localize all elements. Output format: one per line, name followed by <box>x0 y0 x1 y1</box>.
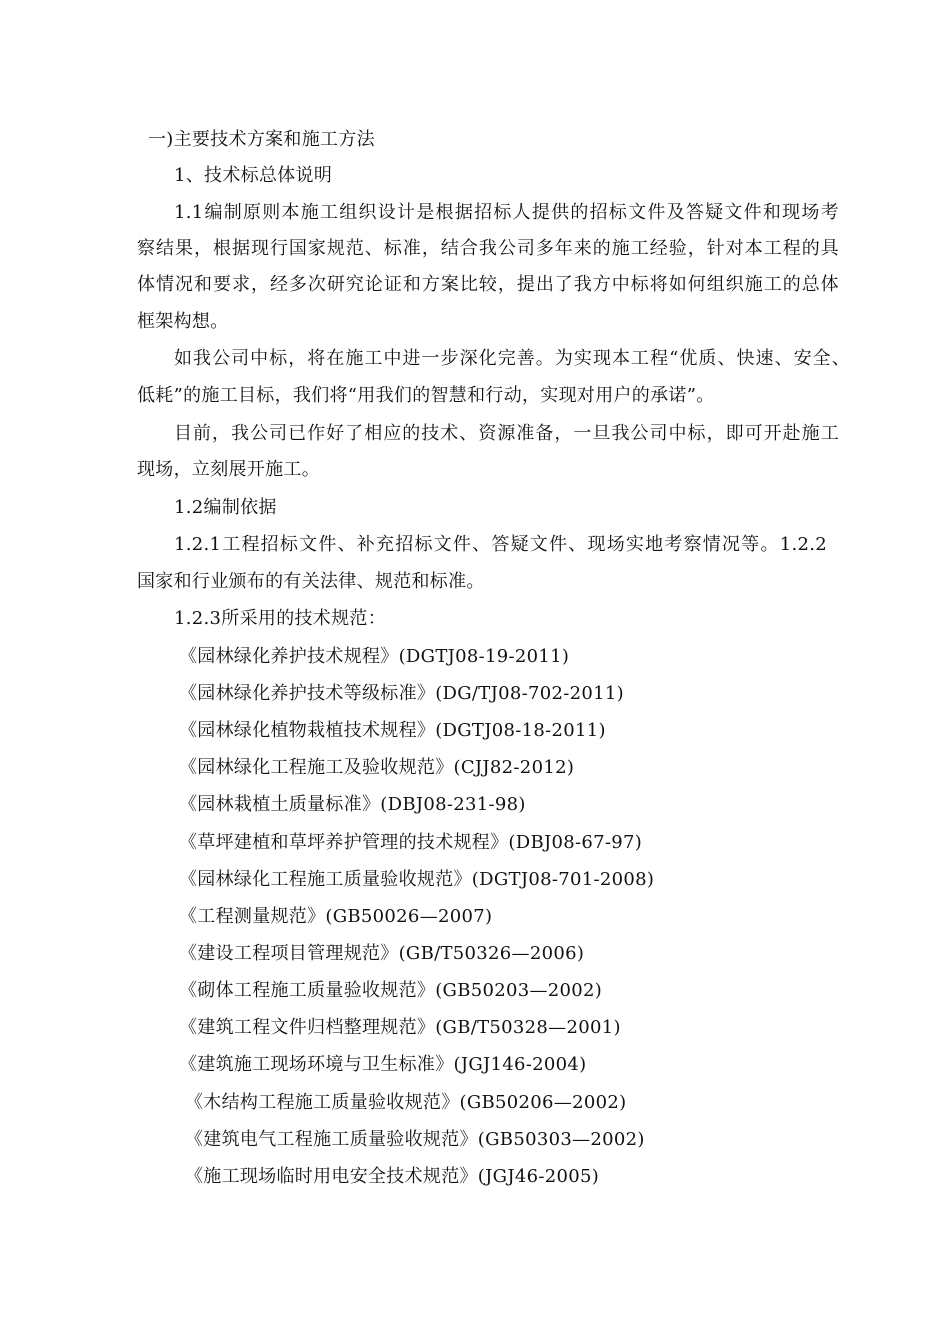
standard-item: 《工程测量规范》(GB50026—2007) <box>179 906 493 927</box>
standard-item: 《砌体工程施工质量验收规范》(GB50203—2002) <box>179 980 603 1001</box>
subsection-title: 1、技术标总体说明 <box>174 165 333 186</box>
heading-1-2: 1.2编制依据 <box>174 497 277 518</box>
section-title: 一)主要技术方案和施工方法 <box>148 129 375 150</box>
heading-1-2-3: 1.2.3所采用的技术规范： <box>174 608 386 629</box>
standard-item: 《园林绿化养护技术规程》(DGTJ08-19-2011) <box>179 646 570 667</box>
standard-item: 《园林绿化植物栽植技术规程》(DGTJ08-18-2011) <box>179 720 606 741</box>
para1-line-2: 察结果，根据现行国家规范、标准，结合我公司多年来的施工经验，针对本工程的具 <box>137 238 839 259</box>
standard-item: 《施工现场临时用电安全技术规范》(JGJ46-2005) <box>185 1166 600 1187</box>
standard-item: 《建筑电气工程施工质量验收规范》(GB50303—2002) <box>185 1129 645 1150</box>
para1-line-1: 1.1编制原则本施工组织设计是根据招标人提供的招标文件及答疑文件和现场考 <box>174 202 839 223</box>
para1-line-4: 框架构想。 <box>137 311 229 332</box>
standard-item: 《园林栽植土质量标准》(DBJ08-231-98) <box>179 794 526 815</box>
para3-line-2: 现场，立刻展开施工。 <box>137 459 320 480</box>
standard-item: 《建设工程项目管理规范》(GB/T50326—2006) <box>179 943 585 964</box>
standard-item: 《木结构工程施工质量验收规范》(GB50206—2002) <box>185 1092 627 1113</box>
para3-line-1: 目前，我公司已作好了相应的技术、资源准备，一旦我公司中标，即可开赴施工 <box>174 423 839 444</box>
para2-line-2: 低耗”的施工目标，我们将“用我们的智慧和行动，实现对用户的承诺”。 <box>137 385 715 406</box>
para4-line-2: 国家和行业颁布的有关法律、规范和标准。 <box>137 571 485 592</box>
para4-line-1: 1.2.1工程招标文件、补充招标文件、答疑文件、现场实地考察情况等。1.2.2 <box>174 534 827 555</box>
standard-item: 《园林绿化工程施工及验收规范》(CJJ82-2012) <box>179 757 575 778</box>
standard-item: 《建筑施工现场环境与卫生标准》(JGJ146-2004) <box>179 1054 587 1075</box>
standard-item: 《园林绿化养护技术等级标准》(DG/TJ08-702-2011) <box>179 683 624 704</box>
para1-line-3: 体情况和要求，经多次研究论证和方案比较，提出了我方中标将如何组织施工的总体 <box>137 274 839 295</box>
para2-line-1: 如我公司中标，将在施工中进一步深化完善。为实现本工程“优质、快速、安全、 <box>174 348 850 369</box>
standard-item: 《园林绿化工程施工质量验收规范》(DGTJ08-701-2008) <box>179 869 655 890</box>
standard-item: 《草坪建植和草坪养护管理的技术规程》(DBJ08-67-97) <box>179 832 643 853</box>
standard-item: 《建筑工程文件归档整理规范》(GB/T50328—2001) <box>179 1017 621 1038</box>
